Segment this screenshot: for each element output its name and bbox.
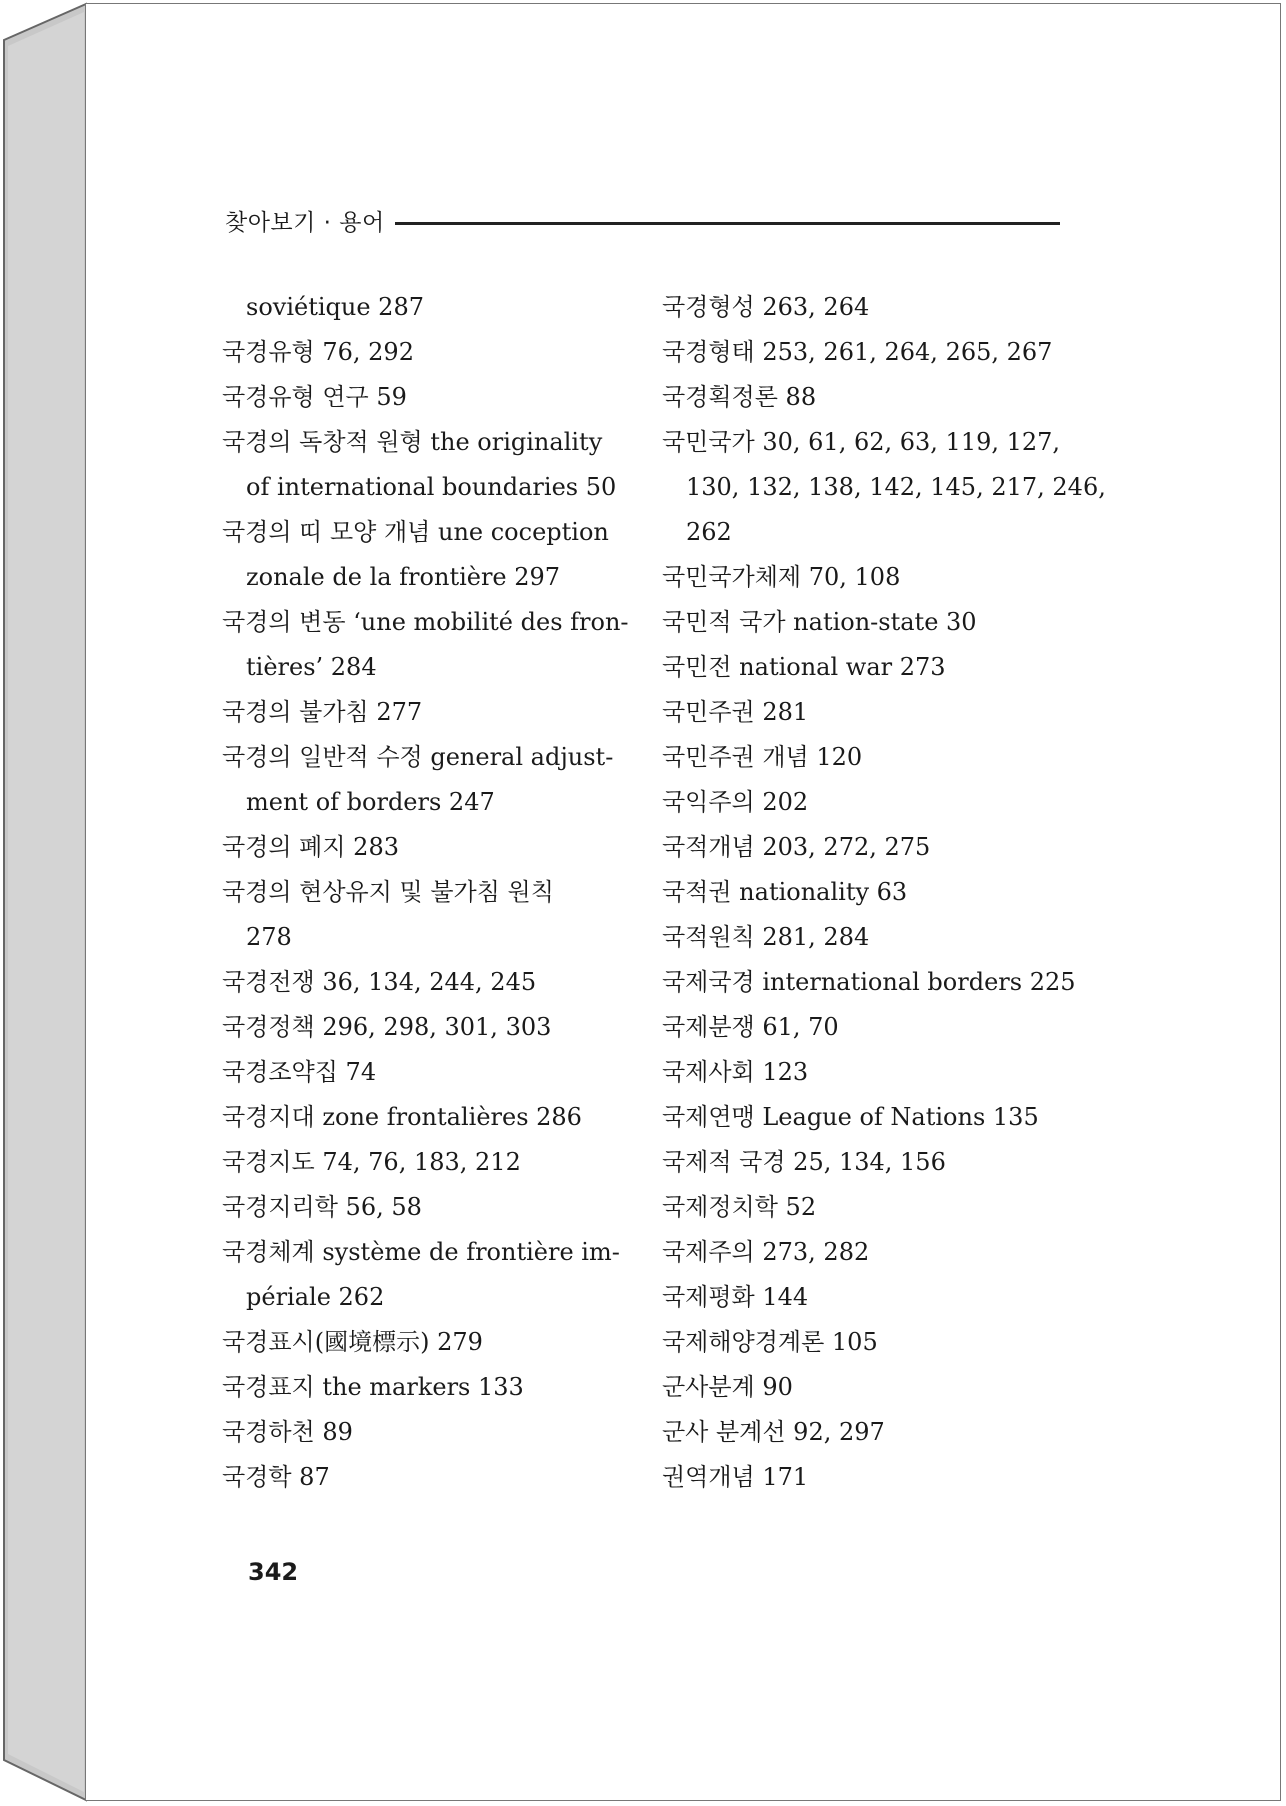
index-entry: 국경형태 253, 261, 264, 265, 267 bbox=[662, 338, 1053, 366]
index-entry: 국경의 일반적 수정 general adjust- bbox=[222, 743, 614, 771]
index-entry: 권역개념 171 bbox=[662, 1463, 809, 1491]
index-entry: 국경하천 89 bbox=[222, 1418, 353, 1446]
index-entry: 국제사회 123 bbox=[662, 1058, 809, 1086]
index-entry: 국경지도 74, 76, 183, 212 bbox=[222, 1148, 521, 1176]
index-entry: tières’ 284 bbox=[246, 653, 377, 681]
index-entry: 국익주의 202 bbox=[662, 788, 809, 816]
index-entry: 국경의 불가침 277 bbox=[222, 698, 423, 726]
index-entry: 국경유형 76, 292 bbox=[222, 338, 414, 366]
index-column-right bbox=[662, 285, 1106, 1500]
index-entry: 국제국경 international borders 225 bbox=[662, 968, 1076, 996]
index-entry: 국제평화 144 bbox=[662, 1283, 809, 1311]
running-header bbox=[225, 200, 1060, 240]
index-entry: 군사분계 90 bbox=[662, 1373, 793, 1401]
index-entry: 국경획정론 88 bbox=[662, 383, 817, 411]
page-number: 342 bbox=[248, 1558, 299, 1586]
index-entry: 국민전 national war 273 bbox=[662, 653, 946, 681]
index-entry: 국민적 국가 nation-state 30 bbox=[662, 608, 977, 636]
index-entry: 278 bbox=[246, 923, 292, 951]
index-entry: ment of borders 247 bbox=[246, 788, 495, 816]
index-entry: 국경표지 the markers 133 bbox=[222, 1373, 524, 1401]
index-entry: 국경지리학 56, 58 bbox=[222, 1193, 422, 1221]
index-entry: 국경의 독창적 원형 the originality bbox=[222, 428, 603, 456]
index-entry: zonale de la frontière 297 bbox=[246, 563, 561, 591]
index-entry: 국경정책 296, 298, 301, 303 bbox=[222, 1013, 552, 1041]
index-entry: 국경학 87 bbox=[222, 1463, 330, 1491]
index-entry: 국민주권 개념 120 bbox=[662, 743, 863, 771]
index-entry: 국경표시(國境標示) 279 bbox=[222, 1328, 483, 1356]
index-entry: périale 262 bbox=[246, 1283, 385, 1311]
index-entry: 130, 132, 138, 142, 145, 217, 246, bbox=[686, 473, 1106, 501]
index-entry: 국경체계 système de frontière im- bbox=[222, 1238, 620, 1266]
index-entry: 국경지대 zone frontalières 286 bbox=[222, 1103, 582, 1131]
header-rule bbox=[395, 222, 1060, 225]
index-entry: 국적권 nationality 63 bbox=[662, 878, 908, 906]
index-entry: 국제적 국경 25, 134, 156 bbox=[662, 1148, 946, 1176]
index-entry: 국제분쟁 61, 70 bbox=[662, 1013, 839, 1041]
index-entry: 국제주의 273, 282 bbox=[662, 1238, 870, 1266]
index-entry: 국민주권 281 bbox=[662, 698, 809, 726]
index-entry: 군사 분계선 92, 297 bbox=[662, 1418, 885, 1446]
index-entry: 국경의 띠 모양 개념 une coception bbox=[222, 518, 609, 546]
index-entry: 국적원칙 281, 284 bbox=[662, 923, 870, 951]
index-entry: 국경의 현상유지 및 불가침 원칙 bbox=[222, 878, 554, 906]
index-entry: soviétique 287 bbox=[246, 293, 424, 321]
index-entry: 국민국가 30, 61, 62, 63, 119, 127, bbox=[662, 428, 1061, 456]
index-entry: 국경조약집 74 bbox=[222, 1058, 377, 1086]
index-entry: 국민국가체제 70, 108 bbox=[662, 563, 901, 591]
header-title: 찾아보기 · 용어 bbox=[225, 209, 385, 236]
index-entry: 국경의 폐지 283 bbox=[222, 833, 399, 861]
index-entry: 국경의 변동 ‘une mobilité des fron- bbox=[222, 608, 629, 636]
index-entry: 국경형성 263, 264 bbox=[662, 293, 870, 321]
index-entry: 국제정치학 52 bbox=[662, 1193, 817, 1221]
index-entry: 국적개념 203, 272, 275 bbox=[662, 833, 931, 861]
index-entry: 국제해양경계론 105 bbox=[662, 1328, 878, 1356]
index-entry: 국경유형 연구 59 bbox=[222, 383, 407, 411]
index-entry: 국경전쟁 36, 134, 244, 245 bbox=[222, 968, 537, 996]
index-column-left bbox=[222, 285, 642, 1500]
index-entry: 262 bbox=[686, 518, 732, 546]
index-entry: of international boundaries 50 bbox=[246, 473, 617, 501]
index-entry: 국제연맹 League of Nations 135 bbox=[662, 1103, 1039, 1131]
